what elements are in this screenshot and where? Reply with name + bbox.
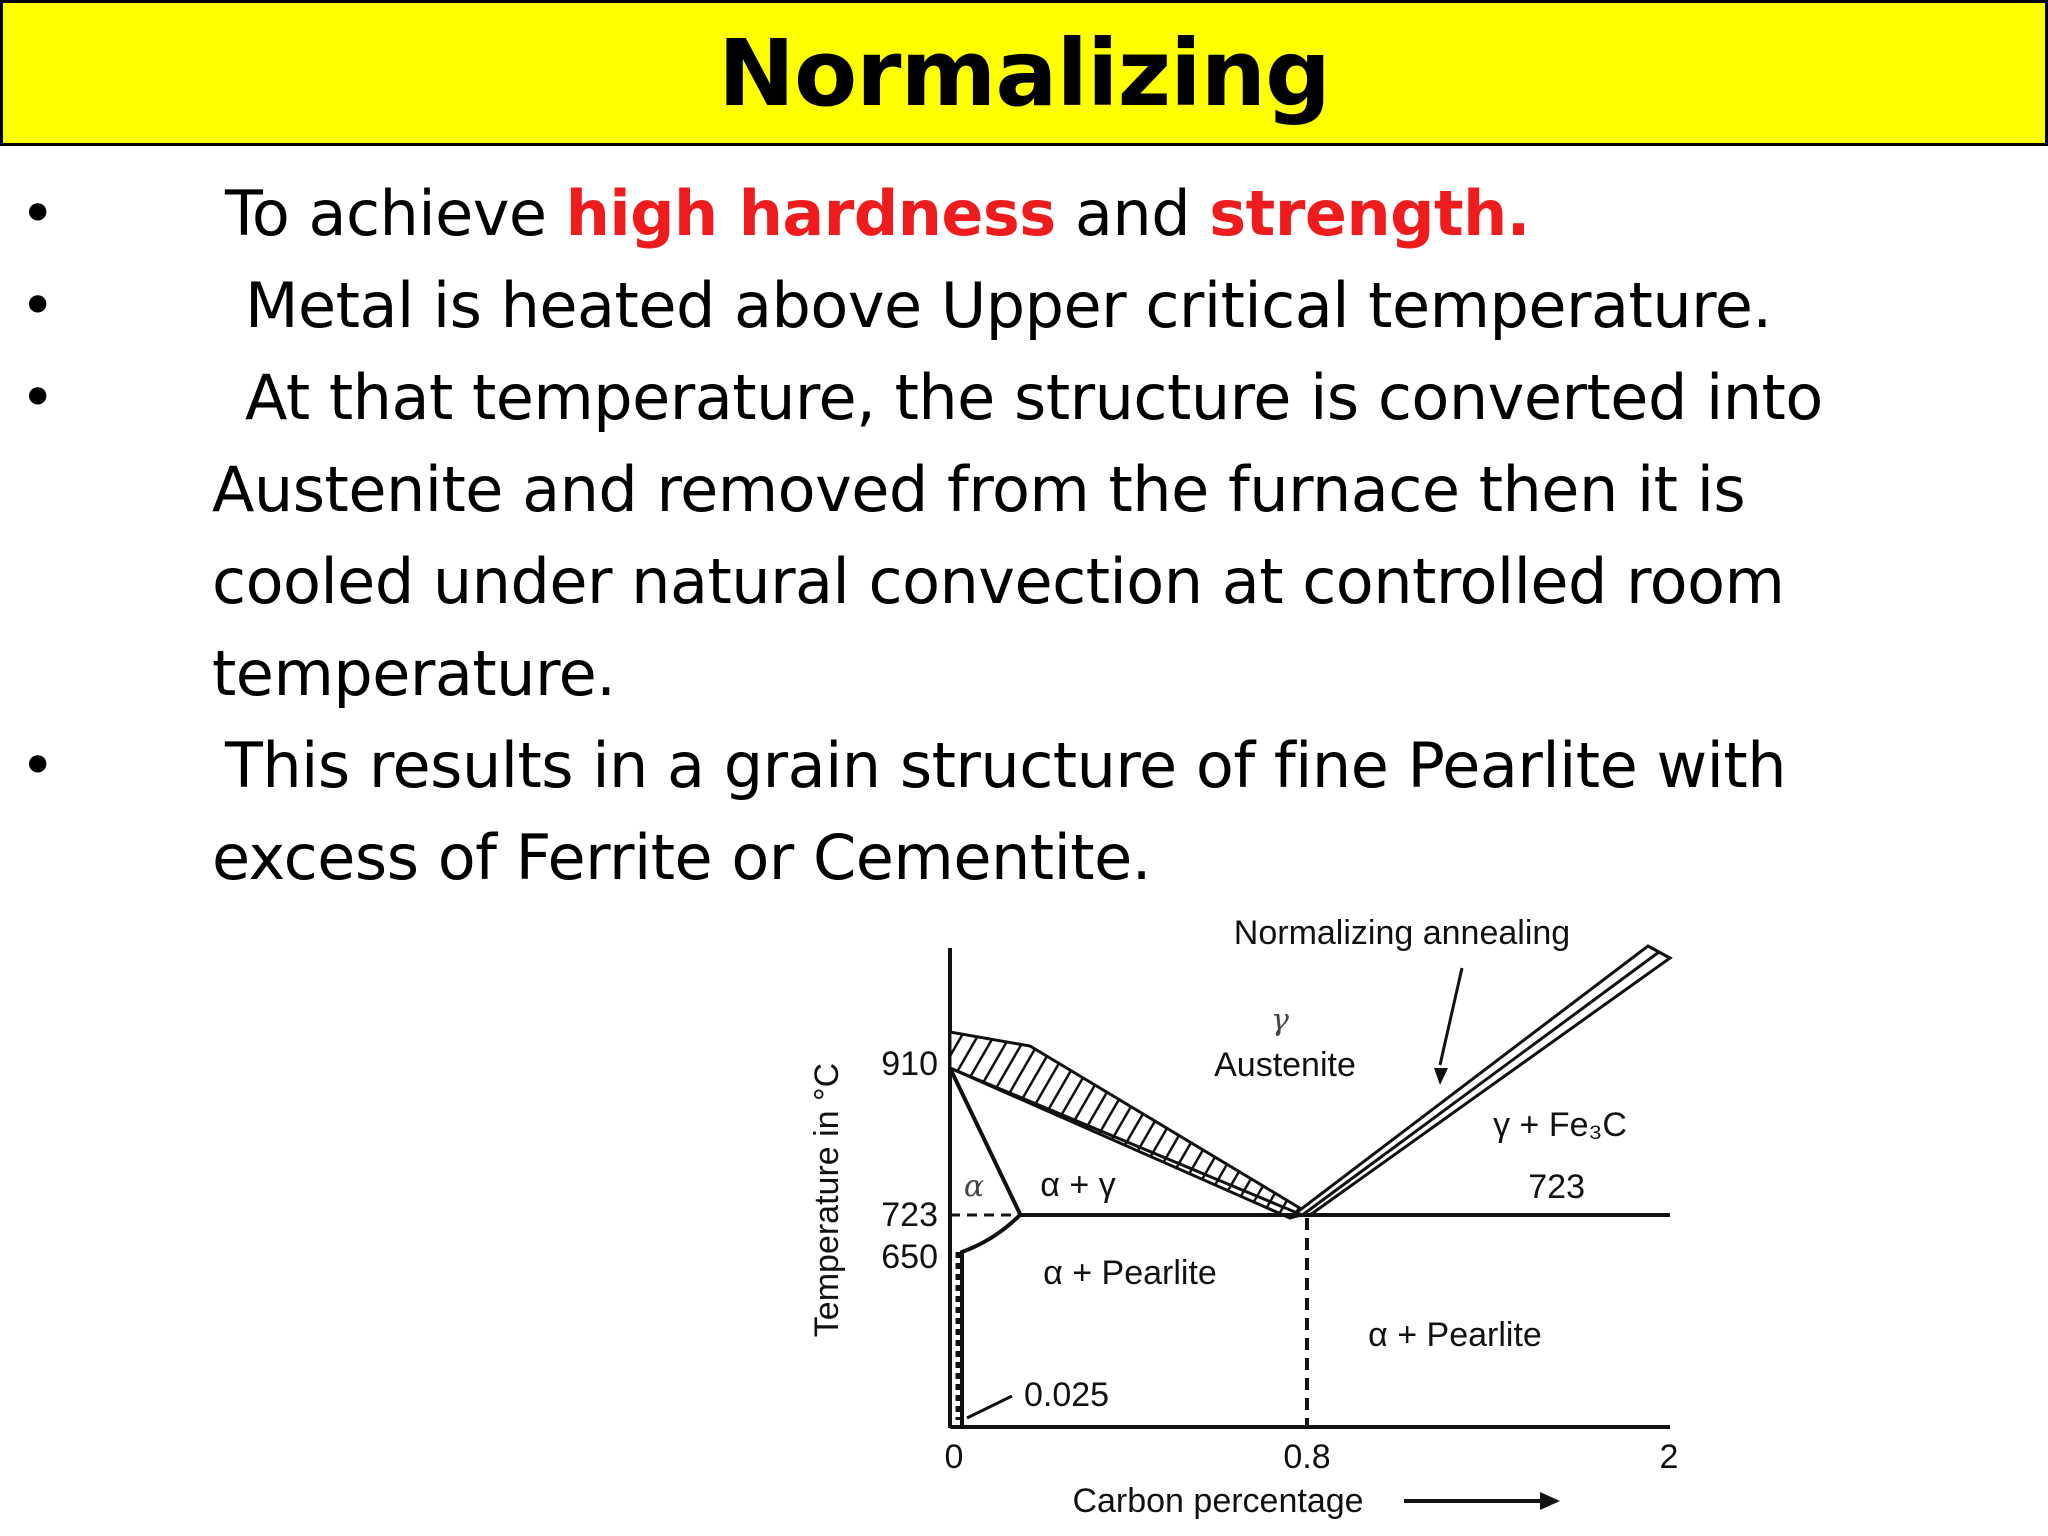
title-arrowhead <box>1434 1068 1448 1085</box>
austenite-label: Austenite <box>1214 1046 1356 1084</box>
bullet-dot: • <box>20 731 56 801</box>
bullet-text: Metal is heated above Upper critical temperature. <box>245 269 1772 342</box>
bullet-dot: • <box>20 179 56 249</box>
alpha-gamma-label: α + γ <box>1040 1166 1116 1204</box>
y-axis-label: Temperature in °C <box>808 1062 846 1338</box>
diagram-title: Normalizing annealing <box>1233 914 1571 952</box>
bullet-line: excess of Ferrite or Cementite. <box>212 821 1151 894</box>
y-tick-723: 723 <box>881 1196 938 1234</box>
emphasis-strength: strength. <box>1209 177 1530 250</box>
x-axis-arrowhead <box>1540 1492 1560 1510</box>
y-tick-650: 650 <box>881 1238 938 1276</box>
fe-c-phase-diagram <box>780 900 1710 1530</box>
x-axis-label: Carbon percentage <box>1072 1482 1364 1520</box>
bullet-line: temperature. <box>212 637 616 710</box>
page-title: Normalizing <box>717 19 1331 127</box>
alpha-label: α <box>963 1169 985 1204</box>
x-tick-0: 0 <box>944 1438 964 1476</box>
label-723-right: 723 <box>1528 1168 1585 1206</box>
emphasis-high-hardness: high hardness <box>565 177 1056 250</box>
gamma-label: γ <box>1271 1003 1289 1038</box>
title-banner <box>0 0 2048 146</box>
a3-line <box>950 1068 1302 1215</box>
x-tick-08: 0.8 <box>1283 1438 1331 1476</box>
y-tick-910: 910 <box>881 1045 938 1083</box>
label-0025: 0.025 <box>1024 1376 1110 1414</box>
alpha-pearlite-left-label: α + Pearlite <box>1043 1254 1217 1292</box>
bullet-line: cooled under natural convection at controlled room <box>212 545 1785 618</box>
bullet-1-text-a: To achieve <box>225 177 566 250</box>
bullet-1-text-b: and <box>1055 177 1210 250</box>
arrow-0025 <box>967 1396 1012 1418</box>
bullet-dot: • <box>20 271 56 341</box>
gamma-fe3c-label: γ + Fe₃C <box>1493 1106 1627 1144</box>
bullet-line: This results in a grain structure of fine Pearlite with <box>225 729 1787 802</box>
bullet-dot: • <box>20 363 56 433</box>
bullet-line: Austenite and removed from the furnace then it is <box>212 453 1746 526</box>
alpha-pearlite-right-label: α + Pearlite <box>1368 1316 1542 1354</box>
bullet-line: At that temperature, the structure is converted into <box>245 361 1823 434</box>
bullet-text <box>225 168 1530 260</box>
x-tick-2: 2 <box>1659 1438 1679 1476</box>
acm-line <box>1301 952 1659 1216</box>
title-arrow <box>1440 968 1462 1065</box>
